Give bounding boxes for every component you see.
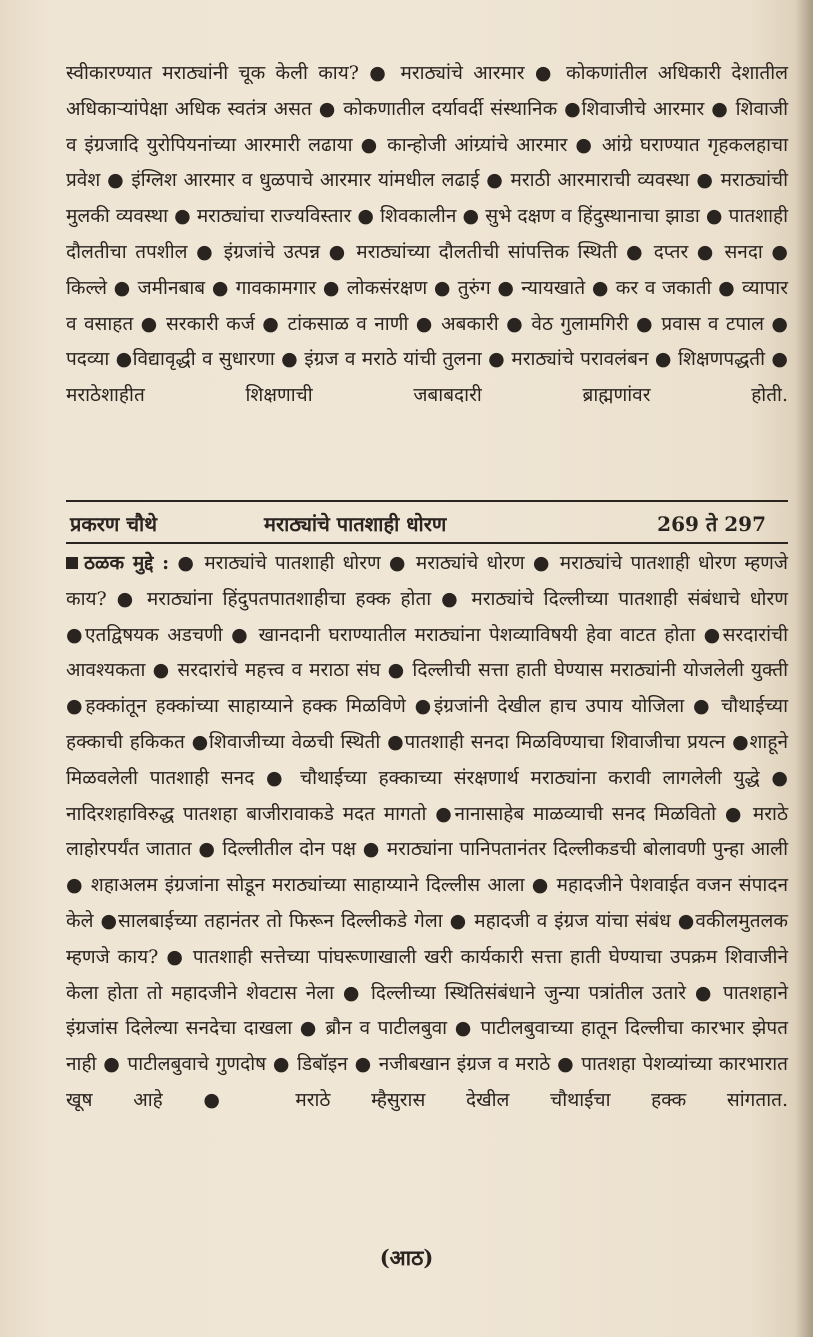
top-paragraph: [66, 56, 788, 414]
chapter-header: [66, 500, 788, 544]
chapter-label: प्रकरण चौथे: [70, 512, 158, 536]
page-edge-shadow: [795, 0, 813, 1337]
top-paragraph-text: स्वीकारण्यात मराठ्यांनी चूक केली काय? ● मराठ्यांचे आरमार ● कोकणांतील अधिकारी देशातील अधिकाऱ्यांपेक्षा अधिक स्वतंत्र असत ● कोकणातील दर्यावर्दी संस्थानिक ●शिवाजीचे आरमार ● शिवाजी व इंग्रजादि युरोपियनांच्या आरमारी लढाया ● कान्होजी आंग्र्यांचे आरमार ● आंग्रे घराण्यात गृहकलहाचा प्रवेश ● इंग्लिश आरमार व धुळपाचे आरमार यांमधील लढाई ● मराठी आरमाराची व्यवस्था ● मराठ्यांची मुलकी व्यवस्था ● मराठ्यांचा राज्यविस्तार ● शिवकालीन ● सुभे दक्षण व हिंदुस्थानाचा झाडा ● पातशाही दौलतीचा तपशील ● इंग्रजांचे उत्पन्न ● मराठ्यांच्या दौलतीची सांपत्तिक स्थिती ● दप्तर ● सनदा ● किल्ले ● जमीनबाब ● गावकामगार ● लोकसंरक्षण ● तुरुंग ● न्यायखाते ● कर व जकाती ● व्यापार व वसाहत ● सरकारी कर्ज ● टांकसाळ व नाणी ● अबकारी ● वेठ गुलामगिरी ● प्रवास व टपाल ● पदव्या ●विद्यावृद्धी व सुधारणा ● इंग्रज व मराठे यांची तुलना ● मराठ्यांचे परावलंबन ● शिक्षणपद्धती ● मराठेशाहीत शिक्षणाची जबाबदारी ब्राह्मणांवर होती.: [66, 62, 788, 407]
chapter-title: मराठ्यांचे पातशाही धोरण: [264, 512, 447, 536]
page-number: (आठ): [379, 1245, 434, 1270]
square-bullet-icon: [66, 557, 78, 569]
bottom-paragraph: [66, 546, 788, 1119]
key-points-heading: ठळक मुद्दे :: [84, 552, 170, 574]
bottom-paragraph-text: ● मराठ्यांचे पातशाही धोरण ● मराठ्यांचे धोरण ● मराठ्यांचे पातशाही धोरण म्हणजे काय? ● मराठ्यांना हिंदुपतपातशाहीचा हक्क होता ● मराठ्यांचे दिल्लीच्या पातशाही संबंधाचे धोरण ●एतद्विषयक अडचणी ● खानदानी घराण्यातील मराठ्यांना पेशव्याविषयी हेवा वाटत होता ●सरदारांची आवश्यकता ● सरदारांचे महत्त्व व मराठा संघ ● दिल्लीची सत्ता हाती घेण्यास मराठ्यांनी योजलेली युक्ती ●हक्कांतून हक्कांच्या साहाय्याने हक्क मिळविणे ●इंग्रजांनी देखील हाच उपाय योजिला ● चौथाईच्या हक्काची हकिकत ●शिवाजीच्या वेळची स्थिती ●पातशाही सनदा मिळविण्याचा शिवाजीचा प्रयत्न ●शाहूने मिळवलेली पातशाही सनद ● चौथाईच्या हक्काच्या संरक्षणार्थ मराठ्यांना करावी लागलेली युद्धे ● नादिरशहाविरुद्ध पातशहा बाजीरावाकडे मदत मागतो ●नानासाहेब माळव्याची सनद मिळवितो ● मराठे लाहोरपर्यंत जातात ● दिल्लीतील दोन पक्ष ● मराठ्यांना पानिपतानंतर दिल्लीकडची बोलावणी पुन्हा आली ● शहाअलम इंग्रजांना सोडून मराठ्यांच्या साहाय्याने दिल्लीस आला ● महादजीने पेशवाईत वजन संपादन केले ●सालबाईच्या तहानंतर तो फिरून दिल्लीकडे गेला ● महादजी व इंग्रज यांचा संबंध ●वकीलमुतलक म्हणजे काय? ● पातशाही सत्तेच्या पांघरूणाखाली खरी कार्यकारी सत्ता हाती घेण्याचा उपक्रम शिवाजीने केला होता तो महादजीने शेवटास नेला ● दिल्लीच्या स्थितिसंबंधाने जुन्या पत्रांतील उतारे ● पातशहाने इंग्रजांस दिलेल्या सनदेचा दाखला ● ब्रौन व पाटीलबुवा ● पाटीलबुवाच्या हातून दिल्लीचा कारभार झेपत नाही ● पाटीलबुवाचे गुणदोष ● डिबॉइन ● नजीबखान इंग्रज व मराठे ● पातशहा पेशव्यांच्या कारभारात खूष आहे ● मराठे म्हैसुरास देखील चौथाईचा हक्क सांगतात.: [66, 552, 789, 1111]
chapter-page-range: 269 ते 297: [657, 512, 766, 536]
